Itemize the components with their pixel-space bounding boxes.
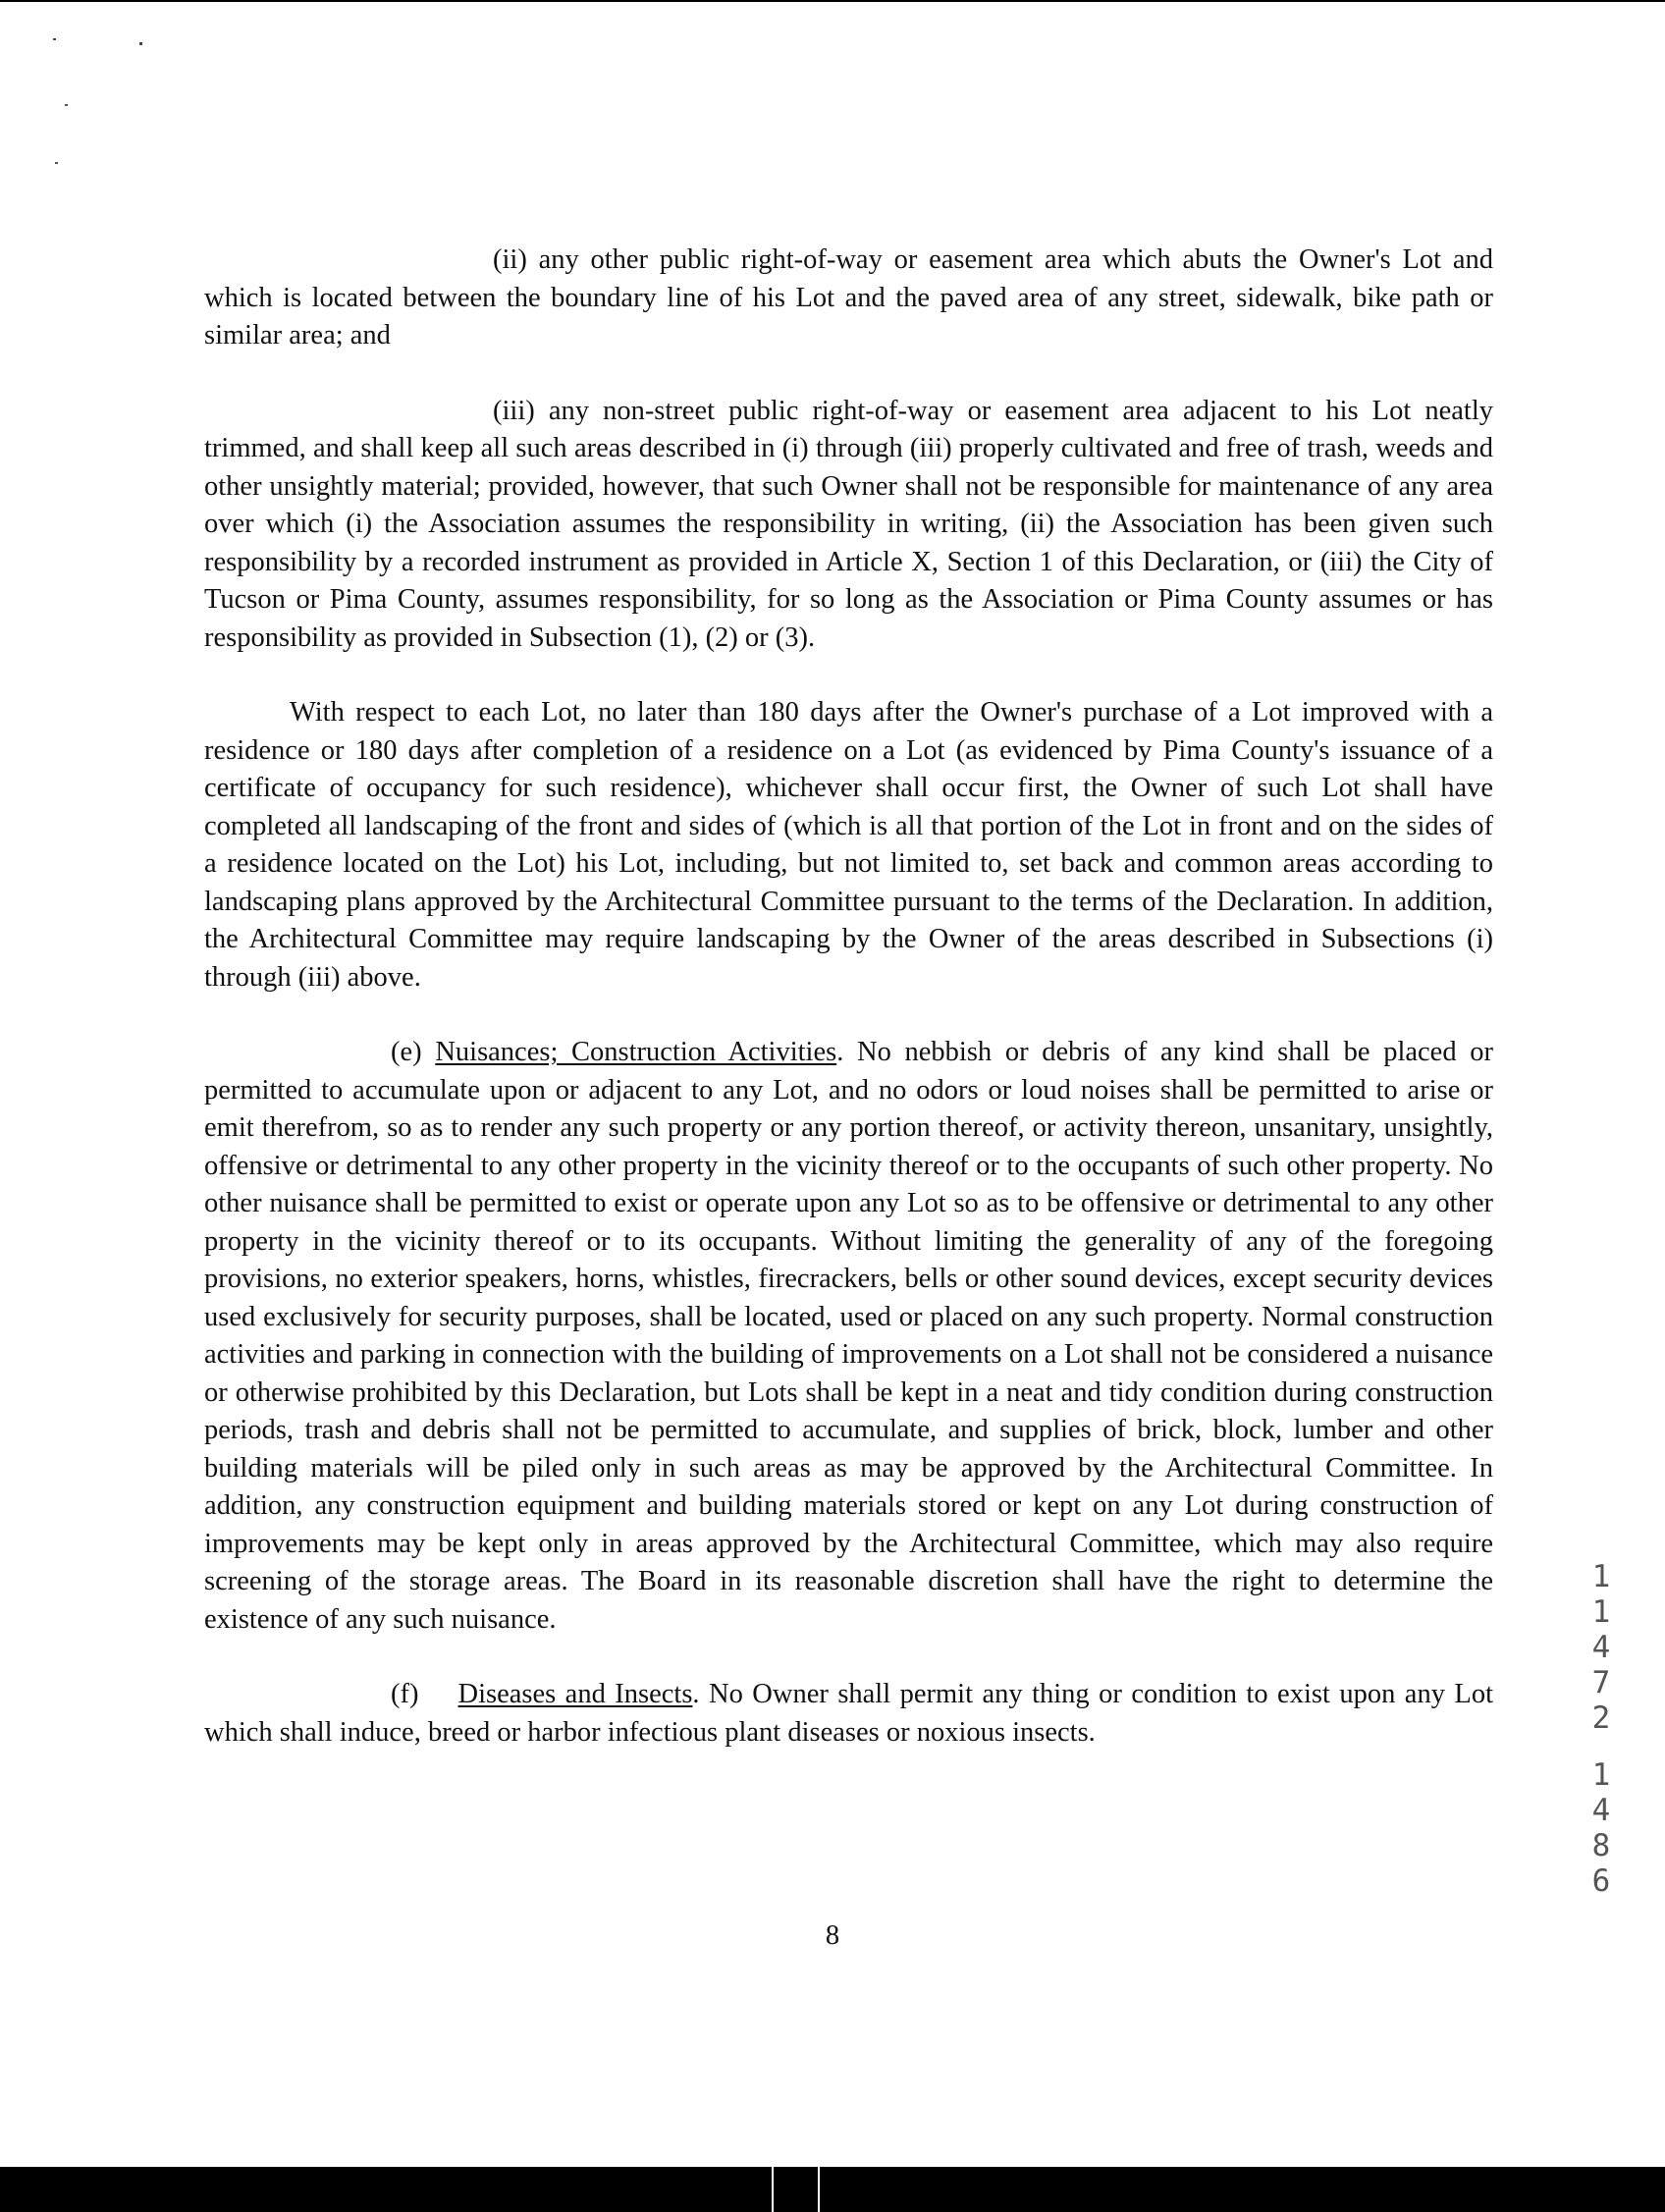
page-number: 8	[825, 1920, 840, 1951]
stamp-digit: 6	[1591, 1863, 1611, 1899]
paragraph-landscaping: With respect to each Lot, no later than 180 days after the Owner's purchase of a Lot improved with a residence or 180 days after completion of a residence on a Lot (as evidenced by Pima County's issuance of a certificate of occupancy for such residence), whichever shall occur first, the Owner of such Lot shall have completed all landscaping of the front and sides of (which is all that portion of the Lot in front and on the sides of a residence located on the Lot) his Lot, including, but not limited to, set back and common areas according to landscaping plans approved by the Architectural Committee pursuant to the terms of the Declaration. In addition, the Architectural Committee may require landscaping by the Owner of the areas described in Subsections (i) through (iii) above.	[204, 697, 1493, 993]
stamp-digit: 1	[1591, 1594, 1611, 1630]
scan-specks	[49, 29, 157, 177]
section-f-label: (f)	[391, 1679, 419, 1709]
top-scan-edge	[0, 0, 1665, 2]
document-body	[204, 242, 1493, 1789]
section-f-body: . No Owner shall permit any thing or condition to exist upon any Lot which shall induce, breed or harbor infectious plant diseases or noxious insects.	[204, 1679, 1493, 1748]
stamp-digit: 4	[1591, 1793, 1611, 1828]
stamp-digit: 1	[1591, 1559, 1611, 1594]
stamp-digit: 4	[1591, 1630, 1611, 1665]
paragraph-ii: (ii) any other public right-of-way or easement area which abuts the Owner's Lot and which is located between the boundary line of his Lot and the paved area of any street, sidewalk, bike path or similar area; and	[204, 244, 1493, 351]
section-e-heading: Nuisances; Construction Activities	[435, 1037, 837, 1067]
recording-stamp-page	[1587, 1757, 1615, 1899]
scan-band-mark	[818, 2167, 820, 2212]
stamp-digit: 2	[1591, 1700, 1611, 1736]
section-f-heading: Diseases and Insects	[457, 1679, 693, 1709]
recording-stamp-book	[1587, 1559, 1615, 1736]
stamp-digit: 1	[1591, 1757, 1611, 1793]
scan-band-mark	[772, 2167, 774, 2212]
section-e-body: . No nebbish or debris of any kind shall be placed or permitted to accumulate upon or adjacent to any Lot, and no odors or loud noises shall be permitted to arise or emit therefrom, so as to render any such property or any portion thereof, or activity thereon, unsanitary, unsightly, offensive or detrimental to any other property in the vicinity thereof or to the occupants of such other property. No other nuisance shall be permitted to exist or operate upon any Lot so as to be offensive or detrimental to any other property in the vicinity thereof or to its occupants. Without limiting the generality of any of the foregoing provisions, no exterior speakers, horns, whistles, firecrackers, bells or other sound devices, except security devices used exclusively for security purposes, shall be located, used or placed on any such property. Normal construction activities and parking in connection with the building of improvements on a Lot shall not be considered a nuisance or otherwise prohibited by this Declaration, but Lots shall be kept in a neat and tidy condition during construction periods, trash and debris shall not be permitted to accumulate, and supplies of brick, block, lumber and other building materials will be piled only in such areas as may be approved by the Architectural Committee. In addition, any construction equipment and building materials stored or kept on any Lot during construction of improvements may be kept only in areas approved by the Architectural Committee, which may also require screening of the storage areas. The Board in its reasonable discretion shall have the right to determine the existence of any such nuisance.	[204, 1037, 1493, 1635]
section-f-diseases	[204, 1676, 1493, 1752]
stamp-digit: 8	[1591, 1828, 1611, 1863]
bottom-scan-band	[0, 2167, 1665, 2212]
section-e-nuisances	[204, 1034, 1493, 1639]
stamp-digit: 7	[1591, 1665, 1611, 1700]
paragraph-iii: (iii) any non-street public right-of-way or easement area adjacent to his Lot neatly trimmed, and shall keep all such areas described in (i) through (iii) properly cultivated and free of trash, weeds and other unsightly material; provided, however, that such Owner shall not be responsible for maintenance of any area over which (i) the Association assumes the responsibility in writing, (ii) the Association has been given such responsibility by a recorded instrument as provided in Article X, Section 1 of this Declaration, or (iii) the City of Tucson or Pima County, assumes responsibility, for so long as the Association or Pima County assumes or has responsibility as provided in Subsection (1), (2) or (3).	[204, 395, 1493, 653]
section-e-label: (e)	[391, 1037, 422, 1067]
